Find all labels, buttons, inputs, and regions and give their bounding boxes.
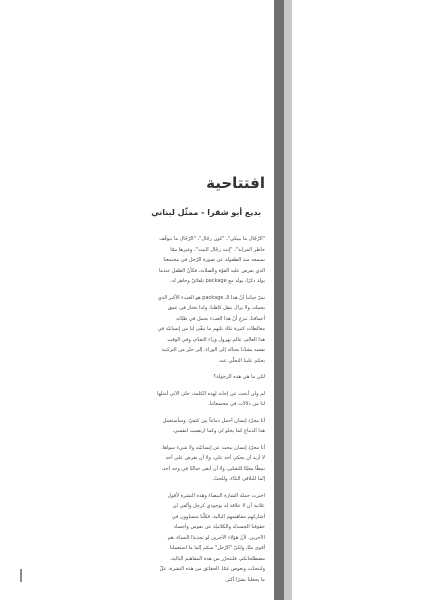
paragraph: لكن ما هي هذه الرجولة؟	[213, 374, 265, 380]
paragraph: "الرّجّال ما بيبكي"، "كون رجّال"، "الرّجّال ما بيوقّف خاطر المراية"، "إنت رجّال البيت"، وغيرها ممّا نسمعه منذ الطفولة عن صورة الرّجل في مجتمعنا الذي يفرض عليه القوّة والصلابة، فكأنّ الطفل عندما يولد ذكرًا، يولد مع package تلقائيّ وجاهز له.	[158, 236, 265, 284]
paragraph: اخترت حملة الشارة البيضاء وهذه النشرة لأقول علانية أن لا علاقة له بوجودي كرجل وأتّقي لن أشاركهم مفاهيمهم البالية. فكلّنا متساوون في حقوقنا الجسديّة والكلاميّة عن نفوس وأجساد الآخرين، لأنّ هؤلاء الآخرين لو تحديدًا النساء، هم أقوى منّا، ولكنّ "الرّجل" منكم إنّما ما استعملنا مصطلحاتكم، فلنتحرّر من هذه المفاهيم البالية، ولنتحدّث ونعوض عمّا. الحقائق من هذه النشرة، علّ ما يجعلنا بشرًا أكثر.	[159, 492, 265, 583]
article-body	[157, 234, 265, 585]
paragraph: تمرّ حياتنا أنّ هذا الـ package هو العبء الأكبر الذي يحمله، ولا يزال يثقل كاهلنا. ولذا نختار في عمق أعماقنا، ننزع أنّ هذا العبء يحمل في طيّاته مغالطات كثيرة تكاد تلتهم ما تبقّى لنا من إنسانيّة في هذا العالم، عالم يهرول وراء التقدّم، وفي الوقت نفسه يشدّنا بحباله إلى الوراء، إلى حيّز من التركيبة يحكم علينا التخلّي عنه.	[157, 294, 265, 364]
paragraph: لم ولن أبحث عن إجابة لهذه الكلمة، حتّى الآني أمثلها لنا من دلالات في مجتمعاتنا.	[157, 390, 265, 407]
spine-light-strip	[284, 0, 292, 600]
paragraph: أنا مجرّد إنسان أحمل دماغاً بين كتفيّ، وسأستعمل هذا الدماغ كما يحلو لي وكما ارتضيت لنفسي.	[162, 417, 265, 434]
page-number-marker	[20, 569, 22, 582]
paragraph: أنا مجرّد إنسان يبحث عن إنسانيّته ولا شيء سواها. لا أريد أن يحكي أحد عنّي، ولا أن يفرض علي أحد نمطًا معيّنًا للتفكير، ولا أن أبقى خياليًا في وجه أحد، إنّما للتلاقي البنّاء، وللحبّ.	[161, 444, 265, 482]
article	[151, 172, 265, 591]
page-title: افتتاحية	[206, 174, 265, 192]
author-name: بديع أبو شقرا - ممثّل لبناني	[151, 208, 261, 217]
byline	[151, 204, 265, 222]
spine-dark-strip	[274, 0, 284, 600]
